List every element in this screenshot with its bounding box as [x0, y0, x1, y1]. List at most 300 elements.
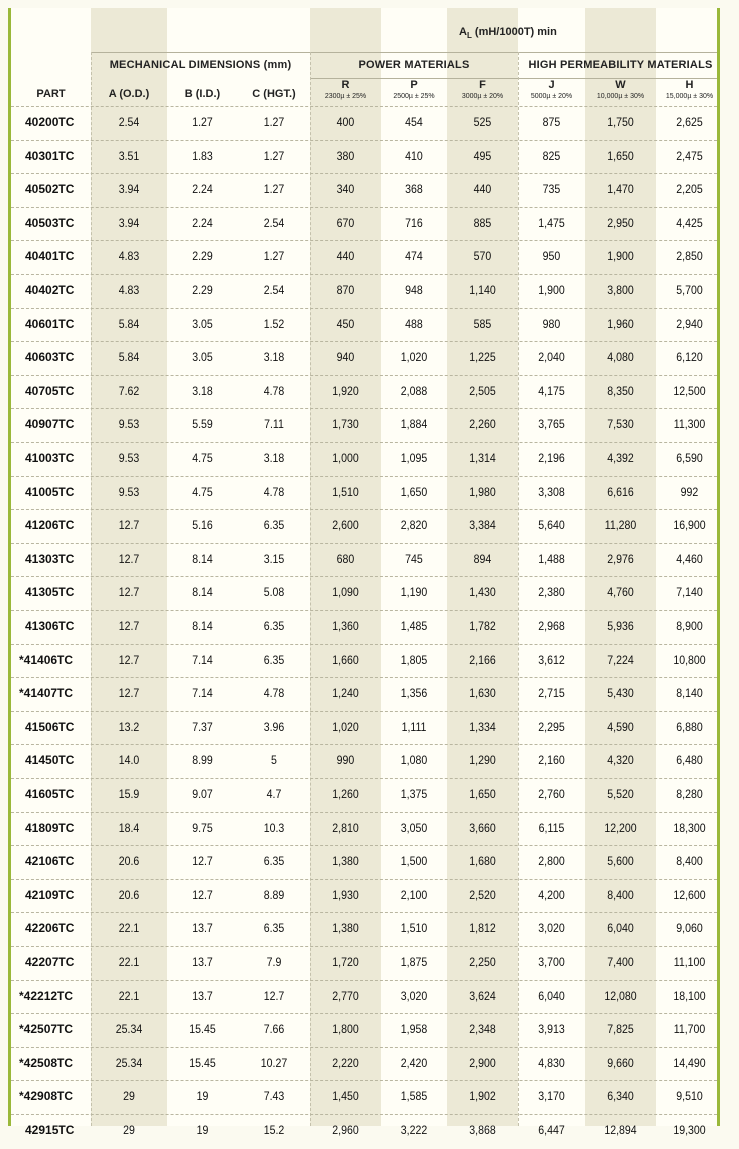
table-cell: 3,624 [469, 988, 496, 1003]
table-cell: 2,850 [676, 249, 703, 264]
table-cell: 1,900 [538, 283, 565, 297]
table-cell: 380 [336, 148, 355, 163]
column-tolerance: 2500µ ± 25% [393, 93, 435, 100]
table-cell: 3,020 [538, 921, 565, 936]
table-cell: 7,400 [607, 955, 634, 969]
table-cell: 15.45 [189, 1022, 216, 1037]
column-header [11, 78, 91, 108]
table-cell: 3,800 [607, 283, 634, 297]
table-cell: 8.14 [192, 551, 213, 566]
table-cell: 10.3 [263, 820, 285, 835]
table-cell: 7.11 [264, 417, 284, 432]
table-cell: 3.94 [118, 182, 140, 197]
table-cell: 1,430 [469, 585, 496, 600]
table-cell: 11,700 [673, 1022, 706, 1037]
table-cell: 3,868 [469, 1123, 496, 1137]
part-number: 41809TC [25, 820, 75, 835]
part-number: *41406TC [19, 652, 74, 667]
table-cell: 9,660 [607, 1055, 634, 1070]
table-cell: 12.7 [192, 887, 213, 902]
part-number: 41306TC [25, 619, 75, 633]
group-power: POWER MATERIALS [358, 59, 470, 71]
table-cell: 340 [336, 182, 355, 197]
table-cell: 454 [405, 115, 423, 129]
table-cell: 2,295 [538, 719, 565, 734]
table-cell: 1,812 [469, 921, 496, 936]
table-row [11, 1013, 717, 1048]
table-cell: 7.37 [192, 719, 213, 734]
table-cell: 3.18 [263, 451, 285, 465]
table-row [11, 341, 717, 376]
column-header [447, 78, 518, 108]
table-cell: 2.24 [192, 182, 213, 197]
table-cell: 950 [542, 249, 561, 264]
table-cell: 5,430 [607, 686, 634, 701]
table-cell: 6,040 [607, 921, 634, 936]
table-cell: 495 [473, 148, 492, 163]
table-cell: 1,260 [332, 787, 359, 801]
table-cell: 1,225 [469, 350, 496, 365]
table-cell: 1.83 [192, 148, 213, 163]
table-cell: 6.35 [263, 921, 285, 936]
table-cell: 1,920 [332, 383, 359, 398]
table-cell: 7.43 [263, 1089, 285, 1104]
table-cell: 1.27 [263, 182, 285, 197]
table-cell: 2,900 [469, 1055, 496, 1070]
column-header [585, 78, 656, 108]
table-cell: 2,960 [332, 1123, 359, 1137]
table-row [11, 442, 717, 477]
table-row [11, 106, 717, 141]
table-cell: 2,088 [400, 383, 428, 398]
table-cell: 6,040 [538, 988, 565, 1003]
table-cell: 6,616 [607, 484, 634, 499]
table-cell: 10,800 [673, 652, 706, 667]
column-tolerance: 10,000µ ± 30% [596, 93, 645, 100]
column-label: B (I.D.) [184, 88, 221, 100]
table-cell: 2.54 [263, 283, 285, 297]
part-number: 40401TC [25, 249, 75, 264]
table-cell: 1,375 [400, 787, 428, 801]
table-cell: 8,350 [607, 383, 634, 398]
table-cell: 1,930 [332, 887, 359, 902]
table-cell: 1,095 [400, 451, 428, 465]
table-cell: 13.7 [192, 921, 213, 936]
table-cell: 2,968 [538, 619, 565, 633]
table-cell: 4.78 [263, 686, 285, 701]
table-cell: 3.05 [192, 316, 213, 331]
column-header [238, 78, 310, 108]
table-cell: 2,380 [538, 585, 565, 600]
table-cell: 5,600 [607, 854, 634, 869]
table-row [11, 1047, 717, 1082]
table-cell: 368 [405, 182, 423, 197]
table-cell: 29 [123, 1123, 135, 1137]
table-cell: 18.4 [118, 820, 140, 835]
table-cell: 1,800 [332, 1022, 359, 1037]
table-cell: 3,660 [469, 820, 496, 835]
table-cell: 25.34 [115, 1022, 143, 1037]
table-cell: 1,140 [469, 283, 496, 297]
table-cell: 6,480 [676, 753, 703, 768]
table-cell: 2,220 [332, 1055, 359, 1070]
table-row [11, 476, 717, 511]
table-cell: 2,420 [400, 1055, 428, 1070]
table-cell: 2,600 [332, 518, 359, 533]
table-row [11, 744, 717, 779]
table-cell: 2,505 [469, 383, 496, 398]
table-cell: 5 [271, 753, 277, 768]
table-cell: 1,875 [400, 955, 428, 969]
table-cell: 1,782 [469, 619, 496, 633]
table-row [11, 308, 717, 343]
table-cell: 2,205 [676, 182, 703, 197]
table-cell: 1,980 [469, 484, 496, 499]
table-cell: 11,300 [673, 417, 706, 432]
table-cell: 22.1 [118, 921, 140, 936]
part-number: 40402TC [25, 283, 75, 297]
table-cell: 4,460 [676, 551, 703, 566]
table-cell: 19,300 [673, 1123, 706, 1137]
table-cell: 20.6 [118, 887, 140, 902]
table-cell: 1,510 [332, 484, 359, 499]
table-row [11, 845, 717, 880]
table-cell: 1,902 [469, 1089, 496, 1104]
table-cell: 19 [196, 1123, 209, 1137]
table-cell: 1,485 [400, 619, 428, 633]
table-cell: 4.83 [118, 283, 140, 297]
table-cell: 8,400 [607, 887, 634, 902]
table-cell: 2,760 [538, 787, 565, 801]
table-cell: 12,894 [604, 1123, 637, 1137]
part-number: 40601TC [25, 316, 75, 331]
table-row [11, 778, 717, 813]
table-cell: 8,140 [676, 686, 703, 701]
table-cell: 1,475 [538, 215, 565, 230]
table-cell: 4,760 [607, 585, 634, 600]
table-cell: 12,500 [673, 383, 706, 398]
part-number: 42206TC [25, 921, 75, 936]
column-header [167, 78, 238, 108]
table-cell: 2,160 [538, 753, 565, 768]
table-cell: 735 [542, 182, 561, 197]
table-cell: 1,630 [469, 686, 496, 701]
column-tolerance: 3000µ ± 20% [461, 93, 504, 100]
table-row [11, 1080, 717, 1115]
table-cell: 6,447 [538, 1123, 565, 1137]
table-cell: 2,770 [332, 988, 359, 1003]
part-number: *42508TC [19, 1055, 74, 1070]
table-row [11, 207, 717, 242]
table-cell: 6.35 [263, 619, 285, 633]
table-cell: 6,340 [607, 1089, 634, 1104]
table-cell: 4,080 [607, 350, 634, 365]
table-cell: 8.14 [192, 585, 213, 600]
table-cell: 15.9 [118, 787, 140, 801]
table-row [11, 912, 717, 947]
table-cell: 9,510 [676, 1089, 703, 1104]
table-cell: 570 [473, 249, 492, 264]
table-cell: 7,140 [676, 585, 703, 600]
table-cell: 16,900 [673, 518, 706, 533]
column-label: W [615, 79, 626, 91]
table-cell: 1,805 [400, 652, 428, 667]
table-cell: 2,810 [332, 820, 359, 835]
table-cell: 1,020 [400, 350, 428, 365]
table-row [11, 610, 717, 645]
table-cell: 12.7 [118, 551, 140, 566]
table-cell: 1,090 [332, 585, 359, 600]
table-cell: 9.07 [192, 787, 213, 801]
table-row [11, 375, 717, 410]
table-cell: 7.66 [263, 1022, 285, 1037]
table-cell: 4.78 [263, 484, 285, 499]
table-cell: 2,715 [538, 686, 565, 701]
table-cell: 9.53 [118, 417, 140, 432]
table-cell: 1.27 [263, 148, 285, 163]
part-number: 41003TC [25, 451, 75, 465]
table-cell: 410 [405, 148, 423, 163]
table-cell: 3,222 [400, 1123, 428, 1137]
column-header [381, 78, 447, 108]
part-number: 40907TC [25, 417, 75, 432]
table-cell: 3,308 [538, 484, 565, 499]
table-cell: 13.2 [118, 719, 140, 734]
table-cell: 12.7 [263, 988, 285, 1003]
table-cell: 7,825 [607, 1022, 634, 1037]
part-number: 40503TC [25, 215, 75, 230]
table-cell: 1,000 [332, 451, 359, 465]
table-cell: 2.29 [192, 249, 213, 264]
table-cell: 7.62 [118, 383, 140, 398]
table-cell: 680 [336, 551, 355, 566]
table-cell: 1,334 [469, 719, 496, 734]
group-high-perm: HIGH PERMEABILITY MATERIALS [528, 59, 713, 71]
table-row [11, 644, 717, 679]
table-cell: 400 [336, 115, 355, 129]
table-cell: 1,111 [401, 719, 427, 734]
table-cell: 1,510 [400, 921, 428, 936]
table-cell: 5,936 [607, 619, 634, 633]
table-cell: 450 [336, 316, 355, 331]
table-cell: 1,650 [400, 484, 428, 499]
table-cell: 12,080 [604, 988, 637, 1003]
part-number: 40200TC [25, 115, 75, 129]
table-cell: 12.7 [118, 652, 140, 667]
table-cell: 1,450 [332, 1089, 359, 1104]
table-cell: 9.75 [192, 820, 213, 835]
table-cell: 6.35 [263, 652, 285, 667]
table-cell: 1.27 [263, 115, 285, 129]
al-header: $A_L$ (mH/1000T) min [459, 26, 557, 41]
table-cell: 5.84 [118, 350, 140, 365]
table-cell: 12.7 [118, 686, 140, 701]
table-cell: 5.08 [263, 585, 285, 600]
table-cell: 3.96 [263, 719, 285, 734]
part-number: *41407TC [19, 686, 74, 701]
table-cell: 1,730 [332, 417, 359, 432]
table-cell: 585 [473, 316, 492, 331]
table-cell: 5,700 [676, 283, 703, 297]
table-cell: 6,880 [676, 719, 703, 734]
part-number: *42908TC [19, 1089, 74, 1104]
table-cell: 3,050 [400, 820, 428, 835]
part-number: 42915TC [25, 1123, 75, 1137]
table-cell: 1,488 [538, 551, 565, 566]
table-cell: 11,280 [604, 518, 637, 533]
table-cell: 4,320 [607, 753, 634, 768]
table-cell: 8,280 [676, 787, 703, 801]
table-cell: 2.24 [192, 215, 213, 230]
table-cell: 3,170 [538, 1089, 565, 1104]
table-cell: 4,392 [607, 451, 634, 465]
part-number: 41005TC [25, 484, 75, 499]
part-number: 41605TC [25, 787, 75, 801]
table-cell: 5.16 [192, 518, 213, 533]
table-cell: 6.35 [263, 854, 285, 869]
group-mechanical: MECHANICAL DIMENSIONS (mm) [109, 59, 292, 71]
table-cell: 7,530 [607, 417, 634, 432]
table-cell: 990 [336, 753, 355, 768]
table-cell: 4,175 [538, 383, 565, 398]
table-cell: 14,490 [673, 1055, 706, 1070]
table-cell: 12,600 [673, 887, 706, 902]
table-cell: 716 [405, 215, 423, 230]
part-number: 41305TC [25, 585, 75, 600]
table-cell: 1.27 [263, 249, 285, 264]
table-cell: 6,120 [676, 350, 703, 365]
table-cell: 11,100 [673, 955, 706, 969]
table-cell: 1,660 [332, 652, 359, 667]
table-cell: 1,900 [607, 249, 634, 264]
table-cell: 5.59 [192, 417, 213, 432]
table-cell: 20.6 [118, 854, 140, 869]
table-cell: 12.7 [118, 619, 140, 633]
table-cell: 1,290 [469, 753, 496, 768]
part-number: 42109TC [25, 887, 75, 902]
table-cell: 22.1 [118, 955, 140, 969]
table-cell: 12.7 [192, 854, 213, 869]
part-number: 42207TC [25, 955, 75, 969]
table-cell: 4,590 [607, 719, 634, 734]
part-number: *42212TC [19, 988, 74, 1003]
column-label: A (O.D.) [108, 88, 150, 100]
table-cell: 2,940 [676, 316, 703, 331]
table-cell: 670 [336, 215, 355, 230]
table-cell: 7,224 [607, 652, 634, 667]
column-tolerance: 15,000µ ± 30% [665, 93, 714, 100]
table-cell: 6,115 [538, 820, 565, 835]
table-cell: 2,800 [538, 854, 565, 869]
part-number: 40603TC [25, 350, 75, 365]
table-row [11, 140, 717, 175]
spec-table [8, 8, 720, 1137]
table-cell: 29 [123, 1089, 135, 1104]
table-cell: 1,650 [469, 787, 496, 801]
table-cell: 1.27 [192, 115, 213, 129]
table-cell: 12,200 [604, 820, 637, 835]
column-tolerance: 5000µ ± 20% [530, 93, 573, 100]
table-row [11, 980, 717, 1015]
table-cell: 3.51 [118, 148, 140, 163]
table-cell: 3,765 [538, 417, 565, 432]
table-cell: 4,830 [538, 1055, 565, 1070]
table-cell: 875 [542, 115, 561, 129]
table-cell: 5,520 [607, 787, 634, 801]
table-cell: 2,348 [469, 1022, 496, 1037]
table-cell: 8.89 [263, 887, 285, 902]
table-cell: 5.84 [118, 316, 140, 331]
table-cell: 8,400 [676, 854, 703, 869]
table-cell: 22.1 [118, 988, 140, 1003]
table-cell: 2,040 [538, 350, 565, 365]
table-row [11, 240, 717, 275]
column-label: PART [36, 88, 66, 100]
table-cell: 25.34 [115, 1055, 143, 1070]
table-cell: 1,356 [400, 686, 428, 701]
table-cell: 1,720 [332, 955, 359, 969]
table-cell: 4,425 [676, 215, 703, 230]
table-cell: 3.15 [263, 551, 285, 566]
table-row [11, 1114, 717, 1149]
table-cell: 2,520 [469, 887, 496, 902]
table-row [11, 173, 717, 208]
part-number: 40301TC [25, 148, 75, 163]
table-cell: 5,640 [538, 518, 565, 533]
table-row [11, 711, 717, 746]
column-label: F [479, 79, 486, 91]
table-cell: 4.83 [118, 249, 140, 264]
table-cell: 3,700 [538, 955, 565, 969]
table-cell: 894 [473, 551, 492, 566]
table-cell: 15.45 [189, 1055, 216, 1070]
part-number: 40502TC [25, 182, 75, 197]
table-cell: 9,060 [676, 921, 703, 936]
table-cell: 474 [405, 249, 423, 264]
table-cell: 2,196 [538, 451, 565, 465]
column-tolerance: 2300µ ± 25% [324, 93, 367, 100]
column-label: P [410, 79, 418, 91]
table-cell: 18,100 [673, 988, 706, 1003]
table-cell: 1,380 [332, 854, 359, 869]
table-cell: 13.7 [192, 955, 213, 969]
table-cell: 8.99 [192, 753, 213, 768]
table-cell: 2.29 [192, 283, 213, 297]
table-cell: 870 [336, 283, 355, 297]
table-cell: 488 [405, 316, 423, 331]
table-cell: 3,612 [538, 652, 565, 667]
table-cell: 3,913 [538, 1022, 565, 1037]
table-cell: 1,190 [400, 585, 428, 600]
column-header [656, 78, 723, 108]
table-cell: 2,820 [400, 518, 428, 533]
table-cell: 1,020 [332, 719, 359, 734]
table-cell: 7.14 [192, 652, 213, 667]
column-label: C (HGT.) [252, 88, 296, 100]
table-cell: 19 [196, 1089, 209, 1104]
table-cell: 1,470 [607, 182, 634, 197]
table-row [11, 812, 717, 847]
table-cell: 980 [542, 316, 561, 331]
table-cell: 525 [473, 115, 492, 129]
table-cell: 2,976 [607, 551, 634, 566]
table-row [11, 274, 717, 309]
column-label: J [548, 79, 555, 91]
table-cell: 7.9 [266, 955, 282, 969]
table-cell: 1,240 [332, 686, 359, 701]
table-cell: 12.7 [118, 585, 140, 600]
table-cell: 2,625 [676, 115, 703, 129]
